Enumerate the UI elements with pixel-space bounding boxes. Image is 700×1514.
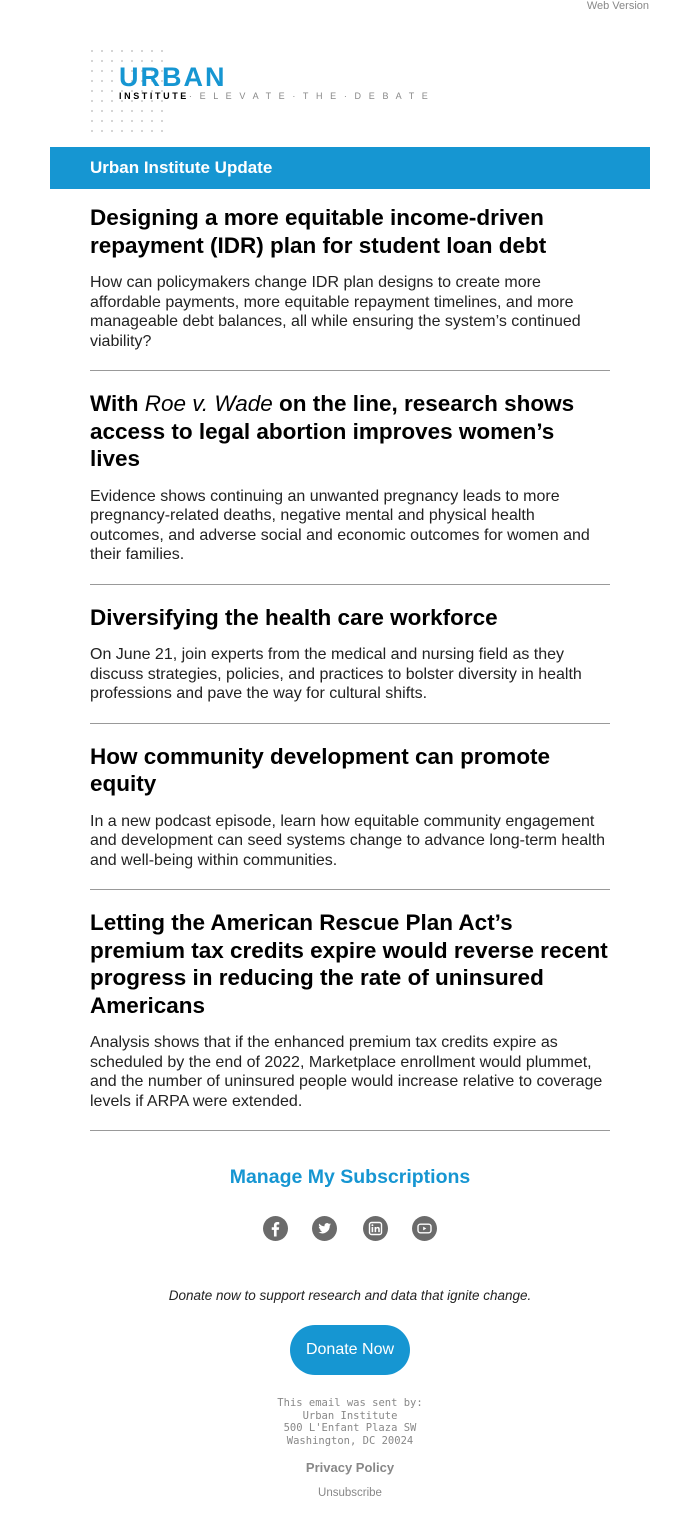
article-title-link[interactable]: Letting the American Rescue Plan Act’s premium tax credits expire would reverse recent progress in reducing the rate of uninsured Americans [90,910,608,1018]
facebook-icon[interactable] [263,1216,288,1241]
article-summary: Evidence shows continuing an unwanted pregnancy leads to more pregnancy-related deaths, negative mental and physical health outcomes, and adverse social and economic outcomes for women and their families. [90,487,590,563]
title-prefix: With [90,391,145,416]
sent-by-text: This email was sent by: [277,1397,423,1409]
article-list [90,204,610,1150]
linkedin-icon[interactable] [363,1216,388,1241]
youtube-icon[interactable] [412,1216,437,1241]
article-item [90,743,610,891]
article-summary: How can policymakers change IDR plan designs to create more affordable payments, more equitable repayment timelines, and more manageable debt balances, all while ensuring the system’s continued viability? [90,274,581,350]
web-version-link[interactable]: Web Version [586,0,649,12]
logo-tagline [119,91,430,101]
article-item [90,604,610,724]
address-line-2: Washington, DC 20024 [286,1434,414,1447]
privacy-policy-link[interactable]: Privacy Policy [305,1460,395,1475]
article-item [90,204,610,371]
article-item [90,909,610,1131]
update-banner [50,147,650,189]
logo-tagline-text: · E L E V A T E · T H E · D E B A T E [188,91,431,101]
article-title-link[interactable]: Designing a more equitable income-driven repayment (IDR) plan for student loan debt [90,205,547,258]
urban-institute-logo [90,48,450,133]
logo-sub: INSTITUTE [119,91,189,101]
social-links [263,1216,443,1242]
article-summary: In a new podcast episode, learn how equitable community engagement and development can seed systems change to advance long-term health and well-being within communities. [90,812,605,869]
manage-subscriptions-link[interactable]: Manage My Subscriptions [229,1166,471,1188]
twitter-icon[interactable] [312,1216,337,1241]
article-item [90,390,610,585]
org-name: Urban Institute [302,1409,398,1422]
article-summary: Analysis shows that if the enhanced premium tax credits expire as scheduled by the end of 2022, Marketplace enrollment would plummet, and the number of uninsured people would increase relative to coverage levels if ARPA were extended. [90,1034,603,1110]
footer-address [0,1397,700,1447]
unsubscribe-link[interactable]: Unsubscribe [318,1487,382,1499]
banner-title: Urban Institute Update [90,158,273,177]
logo-wordmark: URBAN [119,62,227,92]
address-line-1: 500 L'Enfant Plaza SW [283,1422,417,1434]
article-title-link[interactable]: How community development can promote equity [90,743,551,796]
title-suffix: on the line, research shows access to legal abortion improves women’s lives [90,391,575,471]
article-title-link[interactable] [90,390,610,473]
article-summary: On June 21, join experts from the medical and nursing field as they discuss strategies, policies, and practices to bolster diversity in health professions and pave the way for cultural shifts. [90,646,582,702]
donate-now-button[interactable]: Donate Now [290,1325,410,1375]
article-title-link[interactable]: Diversifying the health care workforce [90,604,498,630]
title-italic: Roe v. Wade [144,391,273,416]
donate-message: Donate now to support research and data that ignite change. [168,1288,532,1303]
